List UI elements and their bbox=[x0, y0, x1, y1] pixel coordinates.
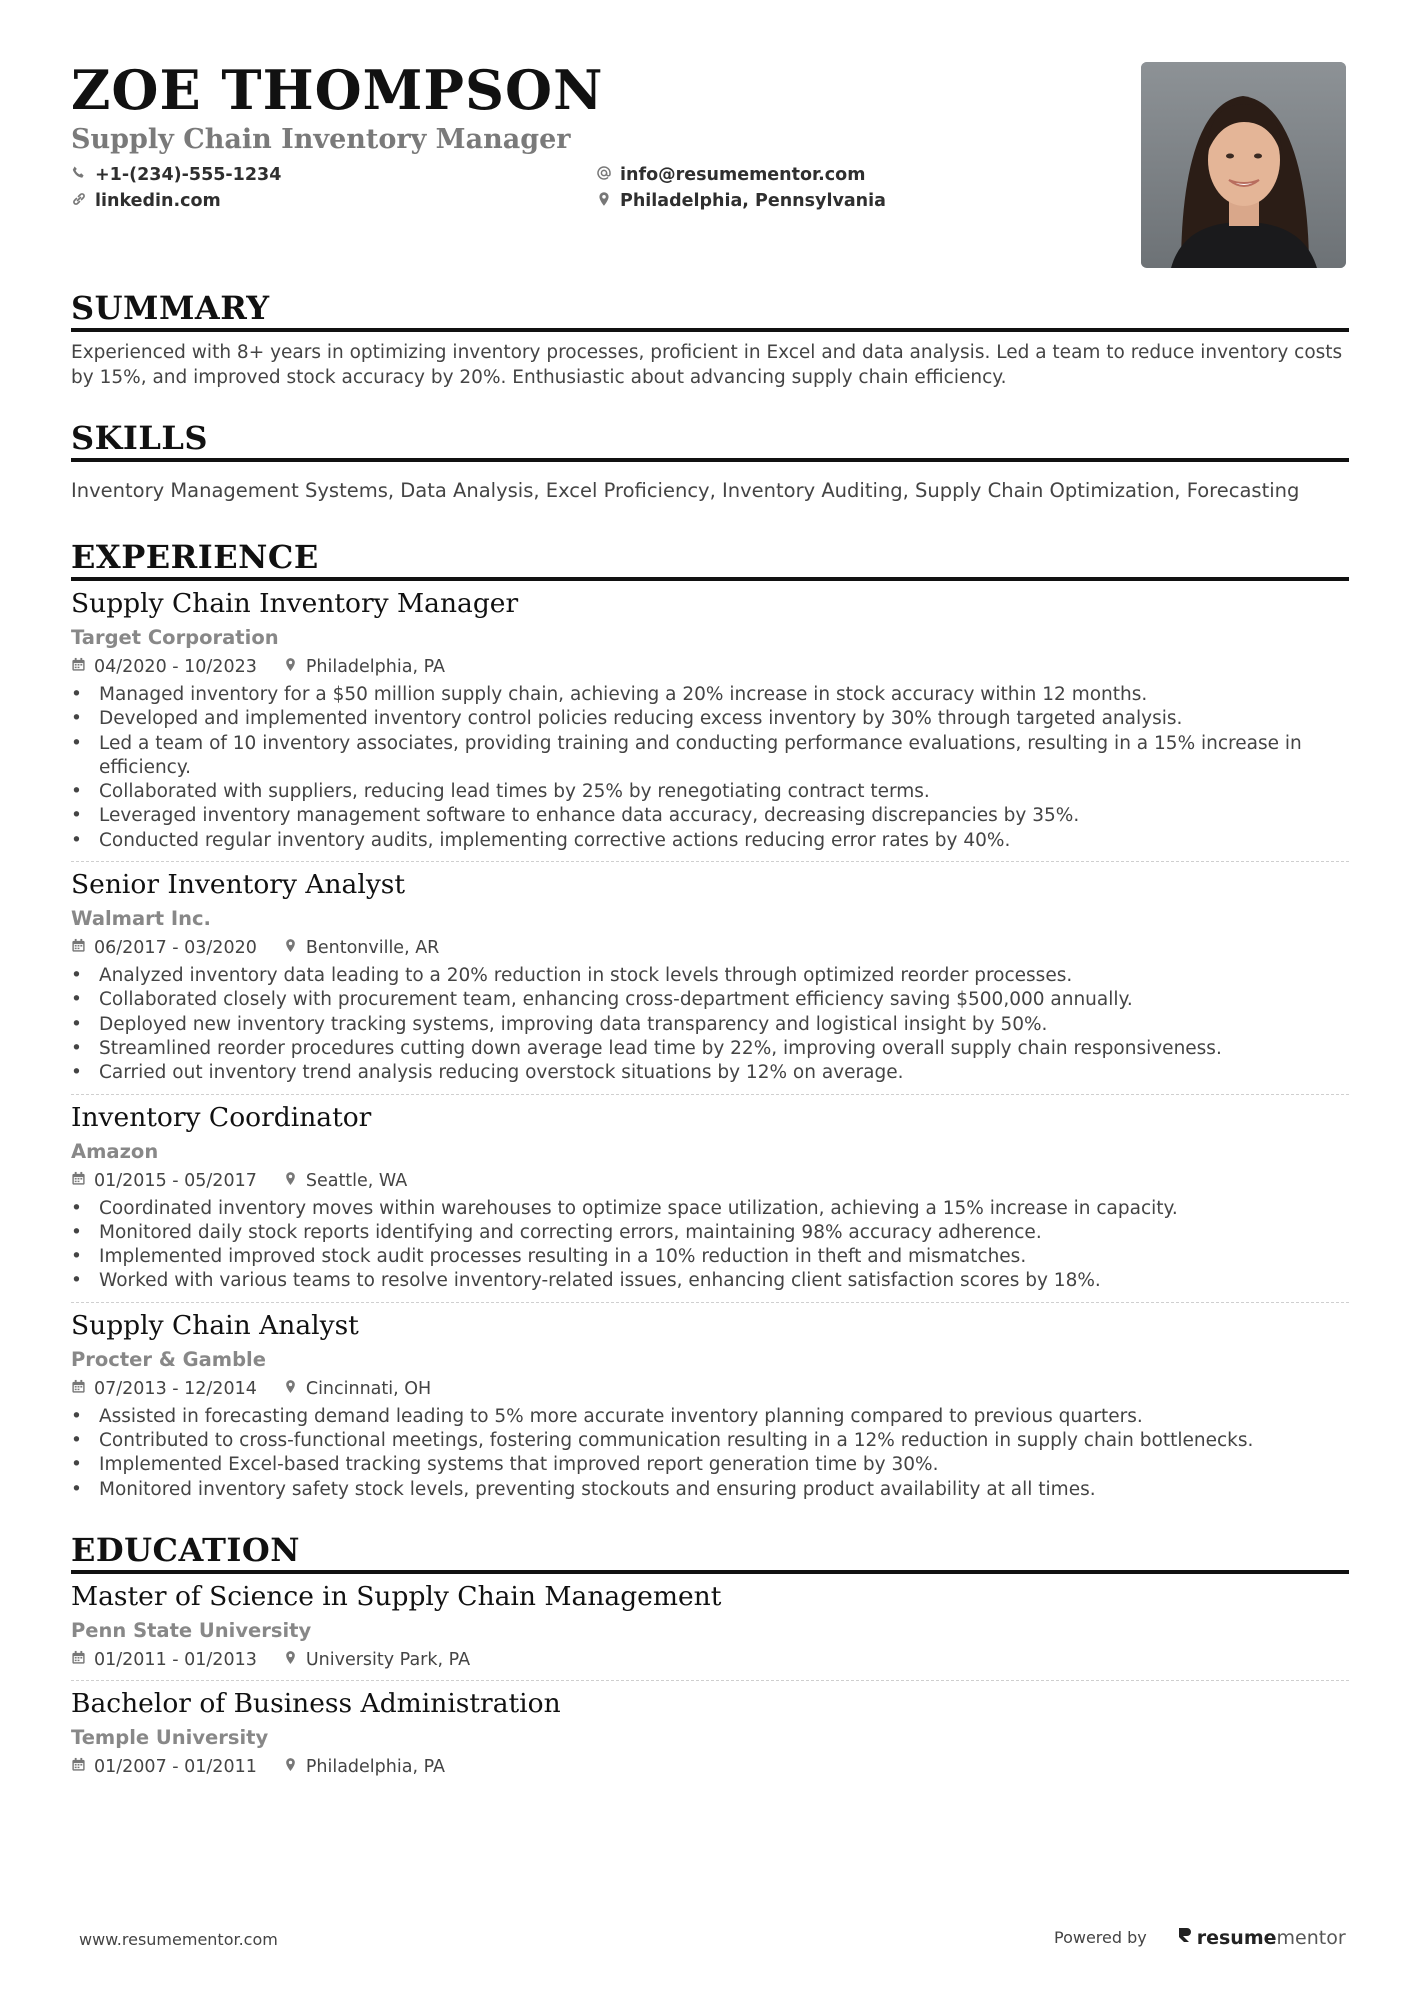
bullet-item: • Conducted regular inventory audits, implementing corrective actions reducing error rates by 40%. bbox=[71, 829, 1349, 853]
contact-linkedin[interactable] bbox=[71, 188, 221, 214]
location-text: Bentonville, AR bbox=[305, 938, 440, 959]
education-entry bbox=[71, 1687, 1349, 1779]
calendar-icon bbox=[71, 1648, 86, 1672]
bullet-item: • Worked with various teams to resolve inventory-related issues, enhancing client satisfaction scores by 18%. bbox=[71, 1269, 1349, 1293]
job-meta bbox=[71, 1377, 1349, 1401]
calendar-icon bbox=[71, 936, 86, 960]
map-pin-icon bbox=[283, 1755, 298, 1779]
link-icon bbox=[71, 191, 87, 212]
brand-name-light: mentor bbox=[1276, 1926, 1346, 1949]
education-entry bbox=[71, 1580, 1349, 1681]
education-meta bbox=[71, 1755, 1349, 1779]
calendar-icon bbox=[71, 655, 86, 679]
job-title: Supply Chain Inventory Manager bbox=[71, 588, 519, 619]
company-name: Target Corporation bbox=[71, 626, 279, 649]
bullet-item: • Managed inventory for a $50 million supply chain, achieving a 20% increase in stock accuracy within 12 months. bbox=[71, 683, 1349, 707]
contact-phone bbox=[71, 162, 281, 188]
skills-section bbox=[71, 420, 1349, 503]
bullet-item: • Collaborated with suppliers, reducing lead times by 25% by renegotiating contract terms. bbox=[71, 780, 1349, 804]
job-bullets bbox=[71, 964, 1349, 1085]
location-text: Cincinnati, OH bbox=[305, 1378, 432, 1399]
candidate-name: ZOE THOMPSON bbox=[71, 58, 604, 122]
at-icon bbox=[596, 165, 612, 186]
dates-text: 07/2013 - 12/2014 bbox=[94, 1378, 257, 1399]
experience-entry bbox=[71, 1101, 1349, 1303]
map-pin-icon bbox=[596, 191, 612, 212]
experience-entry bbox=[71, 1309, 1349, 1502]
section-divider bbox=[71, 577, 1349, 581]
job-dates bbox=[71, 936, 257, 960]
brand-logo[interactable] bbox=[1177, 1926, 1346, 1949]
company-name: Walmart Inc. bbox=[71, 907, 211, 931]
degree-title: Bachelor of Business Administration bbox=[71, 1687, 561, 1719]
education-section bbox=[71, 1532, 1349, 1779]
bullet-item: • Developed and implemented inventory control policies reducing excess inventory by 30% through targeted analysis. bbox=[71, 707, 1349, 731]
bullet-item: • Coordinated inventory moves within warehouses to optimize space utilization, achieving a 15% increase in capacity. bbox=[71, 1197, 1349, 1221]
calendar-icon bbox=[71, 1755, 86, 1779]
education-dates bbox=[71, 1755, 257, 1779]
summary-heading: SUMMARY bbox=[71, 289, 270, 327]
calendar-icon bbox=[71, 1377, 86, 1401]
linkedin-link[interactable]: linkedin.com bbox=[95, 191, 221, 211]
contact-location bbox=[596, 188, 886, 214]
phone-icon bbox=[71, 165, 87, 186]
entry-divider bbox=[71, 1302, 1349, 1303]
candidate-title: Supply Chain Inventory Manager bbox=[71, 124, 571, 155]
entry-divider bbox=[71, 1094, 1349, 1095]
experience-entry bbox=[71, 868, 1349, 1094]
map-pin-icon bbox=[283, 1169, 298, 1193]
bullet-item: • Streamlined reorder procedures cutting down average lead time by 22%, improving overall supply chain responsiveness. bbox=[71, 1037, 1349, 1061]
map-pin-icon bbox=[283, 655, 298, 679]
bullet-item: • Analyzed inventory data leading to a 20% reduction in stock levels through optimized reorder processes. bbox=[71, 964, 1349, 988]
bullet-item: • Carried out inventory trend analysis reducing overstock situations by 12% on average. bbox=[71, 1061, 1349, 1085]
bullet-item: • Collaborated closely with procurement team, enhancing cross-department efficiency saving $500,000 annually. bbox=[71, 988, 1349, 1012]
company-name: Amazon bbox=[71, 1139, 159, 1163]
skills-heading: SKILLS bbox=[71, 419, 208, 457]
section-divider bbox=[71, 1570, 1349, 1574]
summary-section bbox=[71, 290, 1349, 390]
company-name: Procter & Gamble bbox=[71, 1347, 266, 1371]
brand-name-bold: resume bbox=[1196, 1926, 1277, 1949]
location-text: Seattle, WA bbox=[305, 1170, 408, 1191]
job-location bbox=[283, 1377, 431, 1401]
location-text: University Park, PA bbox=[305, 1649, 471, 1670]
education-heading: EDUCATION bbox=[71, 1530, 300, 1569]
resumementor-logo-icon bbox=[1177, 1926, 1197, 1949]
phone-text: +1-(234)-555-1234 bbox=[95, 165, 282, 185]
dates-text: 01/2011 - 01/2013 bbox=[94, 1649, 257, 1670]
bullet-item: • Contributed to cross-functional meetings, fostering communication resulting in a 12% reduction in supply chain bottlenecks. bbox=[71, 1429, 1349, 1453]
job-location bbox=[283, 655, 445, 679]
map-pin-icon bbox=[283, 1648, 298, 1672]
footer-website[interactable]: www.resumementor.com bbox=[79, 1930, 278, 1949]
job-location bbox=[283, 936, 440, 960]
dates-text: 01/2007 - 01/2011 bbox=[94, 1756, 257, 1777]
location-text: Philadelphia, Pennsylvania bbox=[620, 191, 886, 211]
dates-text: 04/2020 - 10/2023 bbox=[94, 657, 257, 677]
job-dates bbox=[71, 1169, 257, 1193]
dates-text: 01/2015 - 05/2017 bbox=[94, 1170, 257, 1191]
entry-divider bbox=[71, 1680, 1349, 1681]
degree-title: Master of Science in Supply Chain Management bbox=[71, 1580, 722, 1612]
bullet-item: • Led a team of 10 inventory associates, providing training and conducting performance evaluations, resulting in a 15% increase in efficiency. bbox=[71, 732, 1349, 781]
bullet-item: • Monitored inventory safety stock levels, preventing stockouts and ensuring product availability at all times. bbox=[71, 1478, 1349, 1502]
job-bullets bbox=[71, 1405, 1349, 1502]
map-pin-icon bbox=[283, 1377, 298, 1401]
location-text: Philadelphia, PA bbox=[305, 1756, 445, 1777]
job-title: Senior Inventory Analyst bbox=[71, 869, 406, 901]
contact-email[interactable] bbox=[596, 162, 865, 188]
powered-by-label: Powered by bbox=[1054, 1928, 1147, 1947]
school-name: Penn State University bbox=[71, 1618, 312, 1642]
footer-branding bbox=[1054, 1926, 1346, 1949]
education-dates bbox=[71, 1648, 257, 1672]
bullet-item: • Assisted in forecasting demand leading to 5% more accurate inventory planning compared to previous quarters. bbox=[71, 1405, 1349, 1429]
email-link[interactable]: info@resumementor.com bbox=[620, 165, 866, 185]
dates-text: 06/2017 - 03/2020 bbox=[94, 938, 257, 959]
job-dates bbox=[71, 655, 257, 679]
job-bullets bbox=[71, 1197, 1349, 1294]
experience-heading: EXPERIENCE bbox=[71, 538, 319, 576]
summary-text: Experienced with 8+ years in optimizing inventory processes, proficient in Excel and data analysis. Led a team to reduce inventory costs by 15%, and improved stock accuracy by 20%. Enthusiastic about advancing supply chain efficiency. bbox=[71, 342, 1343, 388]
job-title: Supply Chain Analyst bbox=[71, 1309, 359, 1341]
job-bullets bbox=[71, 683, 1349, 853]
bullet-item: • Monitored daily stock reports identifying and correcting errors, maintaining 98% accuracy adherence. bbox=[71, 1221, 1349, 1245]
entry-divider bbox=[71, 861, 1349, 862]
calendar-icon bbox=[71, 1169, 86, 1193]
education-meta bbox=[71, 1648, 1349, 1672]
bullet-item: • Leveraged inventory management software to enhance data accuracy, decreasing discrepancies by 35%. bbox=[71, 804, 1349, 828]
experience-section bbox=[71, 539, 1349, 1502]
job-meta bbox=[71, 936, 1349, 960]
bullet-item: • Deployed new inventory tracking systems, improving data transparency and logistical insight by 50%. bbox=[71, 1013, 1349, 1037]
contact-info bbox=[71, 162, 971, 218]
section-divider bbox=[71, 328, 1349, 332]
location-text: Philadelphia, PA bbox=[305, 657, 445, 677]
bullet-item: • Implemented improved stock audit processes resulting in a 10% reduction in theft and mismatches. bbox=[71, 1245, 1349, 1269]
education-location bbox=[283, 1755, 445, 1779]
profile-photo bbox=[1141, 62, 1346, 268]
job-location bbox=[283, 1169, 407, 1193]
section-divider bbox=[71, 458, 1349, 462]
skills-text: Inventory Management Systems, Data Analysis, Excel Proficiency, Inventory Auditing, Supply Chain Optimization, Forecasting bbox=[71, 479, 1300, 502]
job-title: Inventory Coordinator bbox=[71, 1101, 372, 1133]
job-meta bbox=[71, 655, 1349, 679]
job-meta bbox=[71, 1169, 1349, 1193]
education-location bbox=[283, 1648, 470, 1672]
school-name: Temple University bbox=[71, 1725, 269, 1749]
bullet-item: • Implemented Excel-based tracking systems that improved report generation time by 30%. bbox=[71, 1453, 1349, 1477]
resume-header bbox=[71, 58, 1349, 290]
map-pin-icon bbox=[283, 936, 298, 960]
experience-entry bbox=[71, 587, 1349, 862]
resume-page bbox=[71, 58, 1349, 1779]
job-dates bbox=[71, 1377, 257, 1401]
